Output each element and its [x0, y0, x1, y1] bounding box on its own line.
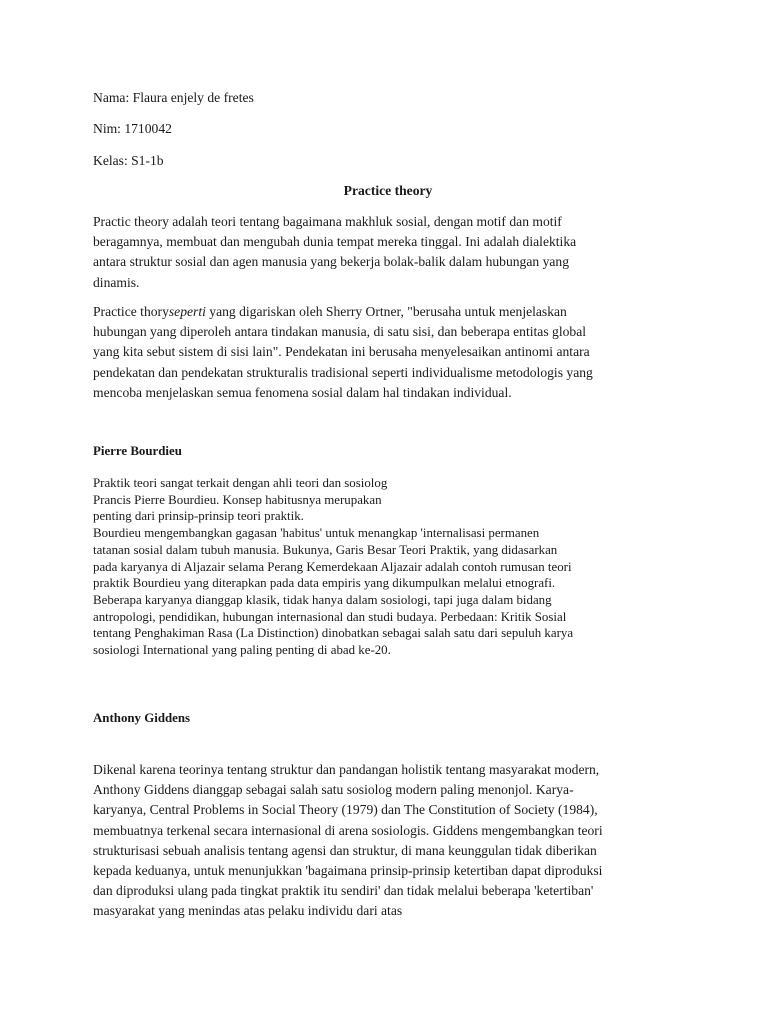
italic-text: seperti — [168, 304, 206, 319]
text-line: masyarakat yang menindas atas pelaku individu dari atas — [93, 903, 403, 919]
text-line: karyanya, Central Problems in Social Theory (1979) dan The Constitution of Society (1984), — [93, 802, 598, 818]
text-line: Bourdieu mengembangkan gagasan 'habitus' untuk menangkap 'internalisasi permanen — [93, 526, 540, 541]
student-name: Nama: Flaura enjely de fretes — [93, 90, 254, 105]
text-line: tatanan sosial dalam tubuh manusia. Bukunya, Garis Besar Teori Praktik, yang didasarkan — [93, 542, 558, 557]
intro-paragraph-2 — [93, 302, 683, 403]
text-line: Anthony Giddens dianggap sebagai salah satu sosiolog modern paling menonjol. Karya- — [93, 782, 574, 798]
text-line: kepada keduanya, untuk menunjukkan 'bagaimana prinsip-prinsip ketertiban dapat diproduksi — [93, 863, 603, 879]
intro-paragraph-1 — [93, 212, 683, 293]
text-line: Praktik teori sangat terkait dengan ahli teori dan sosiolog — [93, 476, 388, 490]
student-class: Kelas: S1-1b — [93, 153, 164, 168]
text-line: dan diproduksi ulang pada tingkat praktik itu sendiri' dan tidak melalui beberapa 'ketertiban' — [93, 883, 594, 899]
bourdieu-paragraph — [93, 475, 683, 659]
giddens-paragraph — [93, 760, 683, 922]
section-heading-giddens: Anthony Giddens — [93, 711, 191, 725]
text-line: pendekatan dan pendekatan strukturalis tradisional seperti individualisme metodologis yang — [93, 364, 593, 380]
text-line: penting dari prinsip-prinsip teori praktik. — [93, 509, 304, 524]
text-line: yang kita sebut sistem di sisi lain". Pendekatan ini berusaha menyelesaikan antinomi antara — [93, 344, 590, 360]
text-line: dinamis. — [93, 274, 140, 290]
text-line: Beberapa karyanya dianggap klasik, tidak hanya dalam sosiologi, tapi juga dalam bidang — [93, 592, 552, 607]
text-line: Dikenal karena teorinya tentang struktur dan pandangan holistik tentang masyarakat modern, — [93, 762, 600, 777]
text-line: sosiologi International yang paling penting di abad ke-20. — [93, 643, 391, 658]
text-line: antropologi, pendidikan, hubungan internasional dan studi budaya. Perbedaan: Kritik Sosial — [93, 609, 567, 624]
text-run: yang digariskan oleh Sherry Ortner, "berusaha untuk menjelaskan — [205, 304, 567, 319]
text-line: membuatnya terkenal secara internasional di arena sosiologis. Giddens mengembangkan teori — [93, 822, 603, 838]
text-line: beragamnya, membuat dan mengubah dunia tempat mereka tinggal. Ini adalah dialektika — [93, 234, 577, 250]
text-line: mencoba menjelaskan semua fenomena sosial dalam hal tindakan individual. — [93, 384, 512, 400]
text-line: antara struktur sosial dan agen manusia yang bekerja bolak-balik dalam hubungan yang — [93, 254, 570, 270]
text-line: tentang Penghakiman Rasa (La Distinction) dinobatkan sebagai salah satu dari sepuluh karya — [93, 626, 574, 641]
text-line: Prancis Pierre Bourdieu. Konsep habitusnya merupakan — [93, 492, 382, 507]
student-nim: Nim: 1710042 — [93, 121, 172, 136]
document-title: Practice theory — [343, 183, 433, 198]
text-line: praktik Bourdieu yang diterapkan pada data empiris yang dikumpulkan melalui etnografi. — [93, 576, 556, 591]
section-heading-bourdieu: Pierre Bourdieu — [93, 444, 182, 458]
text-line — [93, 302, 683, 322]
text-line: hubungan yang diperoleh antara tindakan manusia, di satu sisi, dan beberapa entitas global — [93, 324, 587, 340]
text-run: Practice thory — [93, 304, 169, 319]
text-line: strukturisasi sebuah analisis tentang agensi dan struktur, di mana keunggulan tidak diberikan — [93, 842, 597, 858]
text-line: Practic theory adalah teori tentang bagaimana makhluk sosial, dengan motif dan motif — [93, 214, 562, 229]
text-line: pada karyanya di Aljazair selama Perang Kemerdekaan Aljazair adalah contoh rumusan teori — [93, 559, 572, 574]
